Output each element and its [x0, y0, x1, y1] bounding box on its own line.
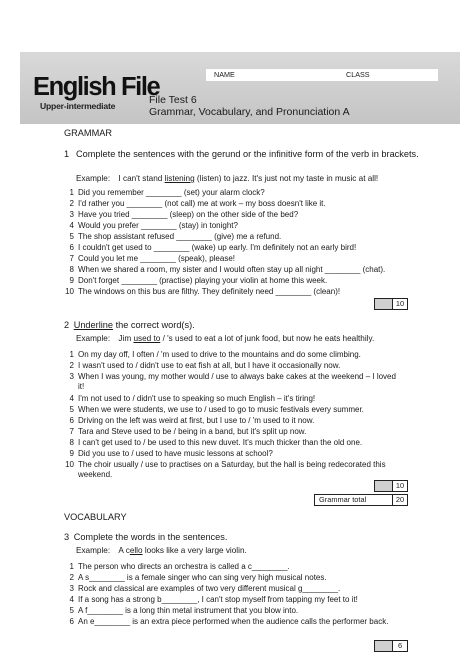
- grammar-total-score: 20: [392, 495, 407, 505]
- grammar-total-box: [314, 494, 408, 506]
- item-text: When we were students, we use to / used to go to music festivals every summer.: [78, 405, 364, 414]
- item-number: 7: [69, 427, 74, 436]
- item-text: I can't get used to / be used to this new duvet. It's much thicker than the old one.: [78, 438, 363, 447]
- q2-score: 10: [392, 481, 407, 491]
- item-number: 6: [69, 416, 74, 425]
- q3-example-pre: A c: [118, 546, 130, 555]
- item-text: I'd rather you ________ (not call) me at work – my boss doesn't like it.: [78, 199, 326, 208]
- file-test-label: File Test 6: [149, 94, 197, 106]
- q3-instruction: Complete the words in the sentences.: [73, 532, 228, 542]
- q2-instruction-rest: the correct word(s).: [113, 320, 195, 330]
- item-text: Did you use to / used to have music lessons at school?: [78, 449, 273, 458]
- item-text: If a song has a strong b________, I can't stop myself from tapping my feet to it!: [78, 595, 358, 604]
- item-number: 3: [69, 584, 74, 593]
- item-text: The windows on this bus are filthy. They definitely need ________ (clean)!: [78, 287, 341, 296]
- q3-number: 3: [64, 532, 70, 542]
- item-number: 5: [69, 405, 74, 414]
- item-number: 6: [69, 617, 74, 626]
- item-number: 10: [65, 287, 74, 296]
- item-text: Driving on the left was weird at first, but I use to / 'm used to it now.: [78, 416, 315, 425]
- item-number: 10: [65, 460, 74, 469]
- vocabulary-heading: VOCABULARY: [64, 512, 127, 522]
- grammar-total-label: Grammar total: [319, 495, 367, 504]
- item-text: On my day off, I often / 'm used to drive to the mountains and do some climbing.: [78, 350, 361, 359]
- item-text: The shop assistant refused ________ (give) me a refund.: [78, 232, 282, 241]
- q2-example-pre: Jim: [118, 334, 134, 343]
- q2-instruction-underline: Underline: [73, 320, 114, 330]
- item-text: Have you tried ________ (sleep) on the other side of the bed?: [78, 210, 299, 219]
- item-text: Rock and classical are examples of two very different musical g________.: [78, 584, 341, 593]
- q1-score-box: [374, 298, 408, 310]
- q1-example: [76, 174, 446, 184]
- item-text: When we shared a room, my sister and I would often stay up all night ________ (chat).: [78, 265, 386, 274]
- q1-items: [62, 188, 442, 300]
- q1-instruction: Complete the sentences with the gerund or the infinitive form of the verb in brackets.: [76, 149, 419, 159]
- item-text: Would you prefer ________ (stay) in tonight?: [78, 221, 238, 230]
- q3-example-label: Example:: [76, 546, 111, 555]
- item-text: Did you remember ________ (set) your alarm clock?: [78, 188, 265, 197]
- item-number: 6: [69, 243, 74, 252]
- item-number: 1: [69, 350, 74, 359]
- class-label: CLASS: [346, 70, 370, 79]
- item-text: Could you let me ________ (speak), please!: [78, 254, 235, 263]
- item-number: 5: [69, 232, 74, 241]
- item-number: 4: [69, 595, 74, 604]
- item-number: 8: [69, 438, 74, 447]
- item-number: 1: [69, 562, 74, 571]
- item-number: 9: [69, 276, 74, 285]
- item-number: 2: [69, 199, 74, 208]
- q3-score-box: [374, 640, 408, 652]
- q3-score-shade: [375, 641, 393, 651]
- q3-items: [62, 562, 442, 638]
- item-number: 8: [69, 265, 74, 274]
- q1-heading: [64, 149, 436, 173]
- logo-main: English File: [33, 73, 160, 101]
- item-text: The person who directs an orchestra is called a c________.: [78, 562, 290, 571]
- q1-example-label: Example:: [76, 174, 111, 183]
- item-text: A s________ is a female singer who can sing very high musical notes.: [78, 573, 327, 582]
- q2-number: 2: [64, 320, 70, 330]
- item-number: 2: [69, 573, 74, 582]
- q3-score: 6: [392, 641, 407, 651]
- q2-example-label: Example:: [76, 334, 111, 343]
- q1-example-pre: I can't stand: [118, 174, 165, 183]
- item-text: I couldn't get used to ________ (wake) up early. I'm definitely not an early bird!: [78, 243, 357, 252]
- q3-example: [76, 546, 446, 556]
- q2-score-shade: [375, 481, 393, 491]
- item-text: An e________ is an extra piece performed when the audience calls the performer back.: [78, 617, 389, 626]
- item-text: I'm not used to / didn't use to speaking so much English – it's tiring!: [78, 394, 316, 403]
- item-number: 3: [69, 210, 74, 219]
- q1-number: 1: [64, 149, 70, 159]
- item-number: 9: [69, 449, 74, 458]
- name-label: NAME: [214, 70, 235, 79]
- item-number: 2: [69, 361, 74, 370]
- item-number: 3: [69, 372, 74, 381]
- q2-example-answer: used to: [133, 334, 161, 343]
- q3-heading: [64, 532, 436, 543]
- item-number: 1: [69, 188, 74, 197]
- q3-example-post: looks like a very large violin.: [142, 546, 247, 555]
- logo-sub: Upper-intermediate: [40, 101, 116, 111]
- q2-example: [76, 334, 446, 344]
- q1-example-answer: listening: [164, 174, 195, 183]
- grammar-heading: GRAMMAR: [64, 128, 112, 138]
- item-number: 4: [69, 221, 74, 230]
- item-number: 7: [69, 254, 74, 263]
- test-title: Grammar, Vocabulary, and Pronunciation A: [149, 106, 350, 118]
- q2-score-box: [374, 480, 408, 492]
- q1-score-shade: [375, 299, 393, 309]
- q2-heading: [64, 320, 436, 331]
- q1-example-post: (listen) to jazz. It's just not my taste in music at all!: [194, 174, 379, 183]
- q3-example-answer: ello: [129, 546, 143, 555]
- q1-score: 10: [392, 299, 407, 309]
- item-text: Don't forget ________ (practise) playing your violin at home this week.: [78, 276, 328, 285]
- item-text: A f________ is a long thin metal instrument that you blow into.: [78, 606, 299, 615]
- q2-example-post: / 's used to eat a lot of junk food, but now he eats healthily.: [160, 334, 375, 343]
- name-class-bar: [206, 69, 438, 81]
- item-number: 5: [69, 606, 74, 615]
- item-text: When I was young, my mother would / use to always bake cakes at the weekend – I loved it!: [78, 372, 396, 391]
- item-text: I wasn't used to / didn't use to eat fish at all, but I have it occasionally now.: [78, 361, 341, 370]
- q2-items: [62, 350, 442, 479]
- item-number: 4: [69, 394, 74, 403]
- item-text: The choir usually / use to practises on a Saturday, but the hall is being redecorated this weekend.: [78, 460, 386, 479]
- item-text: Tara and Steve used to be / being in a band, but it's split up now.: [78, 427, 307, 436]
